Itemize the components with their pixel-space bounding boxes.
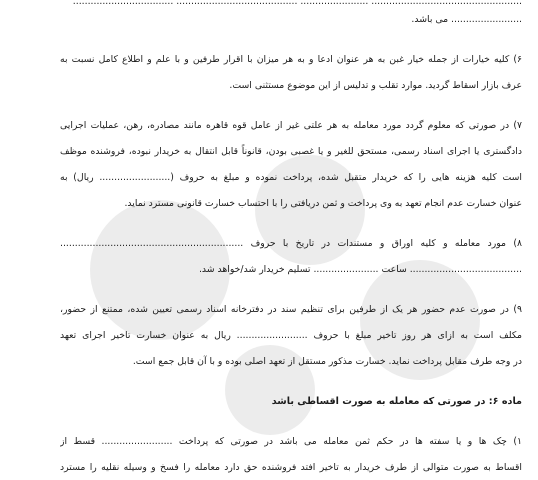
document-line: مکلف است به ازای هر روز تاخیر مبلغ با حروف ........................ ریال به عنوان خسارت تاخیر اجرای تعهد [60,330,522,341]
document-line: ۸) مورد معامله و کلیه اوراق و مستندات در تاریخ با حروف .............................................................. [60,238,522,249]
document-line: ........................ می باشد. [411,14,522,25]
document-line: در وجه طرف مقابل پرداخت نماید. خسارت مذکور مستقل از تعهد اصلی بوده و با آن قابل جمع است. [132,356,522,367]
document-line: ................................................... ....................... ......................................... .................................. [72,0,522,7]
document-line: ۹) در صورت عدم حضور هر یک از طرفین برای تنظیم سند در دفترخانه اسناد رسمی تعیین شده، ممتنع از حضور، [60,304,522,315]
document-line: عرف بازار اسقاط گردید. موارد تقلب و تدلیس از این موضوع مستثنی است. [229,80,522,91]
document-line: عنوان خسارت عدم انجام تعهد به وی پرداخت و ثمن دریافتی را با احتساب خسارت قانونی مسترد نماید. [124,198,522,209]
section-heading: ماده ۶: در صورتی که معامله به صورت اقساطی باشد [271,396,522,407]
document-line: است کلیه هزینه هایی را که خریدار متقبل شده، پرداخت نموده و مبلغ به حروف (........................ ریال) به [60,172,522,183]
document-line: ...................................... ساعت ...................... تسلیم خریدار شد/خواهد شد. [198,264,522,275]
document-line: ۷) در صورتی که معلوم گردد مورد معامله به هر علتی غیر از عامل قوه قاهره مانند مصادره، رهن، عملیات اجرایی [60,120,522,131]
document-line: ۶) کلیه خیارات از جمله خیار غبن به هر عنوان ادعا و به هر میزان با اقرار طرفین و با علم و اطلاع کامل نسبت به [60,54,522,65]
document-line: دادگستری یا اجرای اسناد رسمی، مستحق للغیر و یا غصبی بودن، قانوناً قابل انتقال به خریدار نبوده، فروشنده موظف [60,146,522,157]
document-line: اقساط به صورت متوالی از طرف خریدار به تاخیر افتد فروشنده حق دارد معامله را فسخ و وسیله نقلیه را مسترد [60,462,522,473]
document-line: ۱) چک ها و یا سفته ها در حکم ثمن معامله می باشد در صورتی که پرداخت ........................ قسط از [60,436,522,447]
